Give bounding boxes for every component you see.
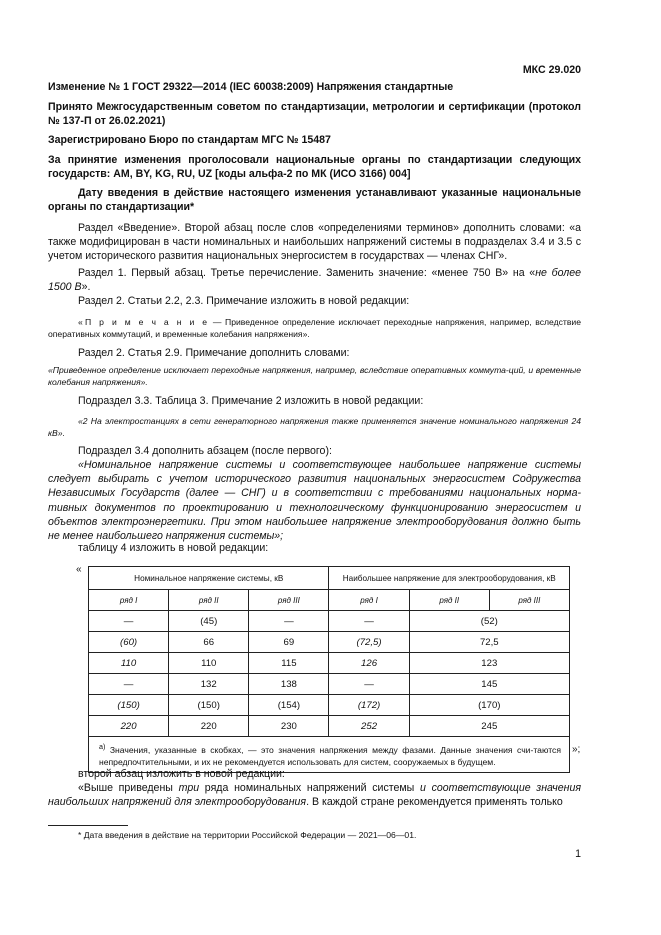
table-row — [89, 632, 570, 653]
table-cell: (170) — [409, 695, 569, 716]
para10-italic: три — [178, 782, 200, 794]
para2-end: ». — [81, 281, 91, 294]
paragraph-introduction: Раздел «Введение». Второй абзац после слов «определениями терминов» дополнить словами: «а также модифицирован в части номинальных и наибольших напряжений системы в подразделах 3.4 и 3.5 с учетом исторического развития национальных энергосистем в государствах — членах СНГ». — [48, 222, 581, 263]
effective-date-statement: Дату введения в действие настоящего изменения устанавливают указанные национальные органы по стандартизации* — [48, 187, 581, 214]
table-subheader: ряд I — [89, 590, 169, 611]
table-group-header: Наибольшее напряжение для электрооборудования, кВ — [329, 567, 570, 590]
paragraph-second-paragraph: второй абзац изложить в новой редакции: — [78, 768, 285, 780]
footnote-divider — [48, 825, 128, 826]
table-cell: 123 — [409, 653, 569, 674]
table-subheader: ряд III — [249, 590, 329, 611]
table-subheader: ряд III — [489, 590, 569, 611]
table-cell: — — [89, 674, 169, 695]
paragraph-table4: таблицу 4 изложить в новой редакции: — [78, 542, 269, 554]
table-cell: (154) — [249, 695, 329, 716]
adopted-statement: Принято Межгосударственным советом по стандартизации, метрологии и сертификации (протокол № 137-П от 26.02.2021) — [48, 101, 581, 128]
table-cell: 220 — [169, 716, 249, 737]
para2-italic: не более 1500 В — [48, 267, 581, 294]
table-cell: — — [249, 611, 329, 632]
para10-italic: и соответствующие значения наибольших напряжений для электрооборудования — [48, 782, 581, 809]
page-number: 1 — [575, 848, 581, 860]
table-cell: 110 — [169, 653, 249, 674]
table-footnote-text: Значения, указанные в скобках, — это значения напряжения между фазами. Данные значения счи-таются непредпочтительными, и их не рекомендуется использовать для систем, сооружаемых в будущем. — [99, 744, 561, 768]
para10-text: «Выше приведены — [78, 782, 179, 794]
table-cell: (52) — [409, 611, 569, 632]
table-footnote-mark: а) — [99, 743, 106, 751]
table-cell: — — [89, 611, 169, 632]
table-cell: (150) — [169, 695, 249, 716]
table-cell: 66 — [169, 632, 249, 653]
table-subheader: ряд II — [409, 590, 489, 611]
table-open-quote: « — [76, 564, 82, 575]
table-row — [89, 674, 570, 695]
table-cell: 132 — [169, 674, 249, 695]
paragraph-subsection34: Подраздел 3.4 дополнить абзацем (после первого): — [78, 445, 332, 457]
table-cell: 110 — [89, 653, 169, 674]
table-subheader: ряд II — [169, 590, 249, 611]
note-1 — [48, 316, 581, 340]
table-row — [89, 716, 570, 737]
table-row — [89, 695, 570, 716]
paragraph-final — [48, 781, 581, 809]
table-cell: 252 — [329, 716, 409, 737]
paragraph-new-text: «Номинальное напряжение системы и соответствующее наибольшее напряжение системы следует выбирать с учетом исторического развития национальных энергосистем Содружества Независимых Государств (далее — СНГ) и в соответствии с требованиями национальных норма-тивных документов по проектированию и технологическому функционированию энергосистем и объектов электроэнергетики. При этом наибольшее напряжение электрооборудования должно быть не менее наибольшего напряжения системы»; — [48, 459, 581, 543]
table-cell: (45) — [169, 611, 249, 632]
footnote: * Дата введения в действие на территории Российской Федерации — 2021—06—01. — [78, 830, 417, 840]
amendment-title: Изменение № 1 ГОСТ 29322—2014 (IEC 60038:2009) Напряжения стандартные — [48, 81, 454, 93]
table-cell: (60) — [89, 632, 169, 653]
table-cell: 126 — [329, 653, 409, 674]
paragraph-section2-articles: Раздел 2. Статьи 2.2, 2.3. Примечание изложить в новой редакции: — [78, 295, 410, 307]
table-close-quote: »; — [572, 744, 581, 755]
table-cell: (172) — [329, 695, 409, 716]
voting-statement: За принятие изменения проголосовали национальные органы по стандартизации следующих государств: AM, BY, KG, RU, UZ [коды альфа-2 по МК (ИСО 3166) 004] — [48, 154, 581, 181]
table-row — [89, 653, 570, 674]
table-cell: 72,5 — [409, 632, 569, 653]
table-cell: — — [329, 674, 409, 695]
table-cell: 145 — [409, 674, 569, 695]
table-cell: 138 — [249, 674, 329, 695]
note-2: «Приведенное определение исключает переходные напряжения, например, вследствие оперативных коммута-ций, и временные колебания напряжения». — [48, 365, 581, 388]
table-cell: — — [329, 611, 409, 632]
table-cell: 69 — [249, 632, 329, 653]
table-row — [89, 611, 570, 632]
table-cell: 230 — [249, 716, 329, 737]
paragraph-section1 — [48, 266, 581, 294]
table-cell: (150) — [89, 695, 169, 716]
table-cell: 220 — [89, 716, 169, 737]
voltage-table — [88, 566, 570, 773]
note1-text: — Приведенное определение исключает переходные напряжения, например, вследствие оперативных коммутаций, и временные колебания напряжения». — [48, 317, 581, 340]
table-group-header: Номинальное напряжение системы, кВ — [89, 567, 329, 590]
para10-text: . В каждой стране рекомендуется применять только — [306, 796, 563, 809]
para2-text: Раздел 1. Первый абзац. Третье перечисление. Заменить значение: «менее 750 В» на « — [78, 267, 536, 279]
table-cell: (72,5) — [329, 632, 409, 653]
para10-text: ряда номинальных напряжений системы — [199, 782, 420, 794]
paragraph-subsection33: Подраздел 3.3. Таблица 3. Примечание 2 изложить в новой редакции: — [78, 395, 424, 407]
table-subheader: ряд I — [329, 590, 409, 611]
note-3: «2 На электростанциях в сети генераторного напряжения также применяется значение номинального напряжения 24 кВ». — [48, 416, 581, 439]
table-cell: 115 — [249, 653, 329, 674]
paragraph-section2-article29: Раздел 2. Статья 2.9. Примечание дополнить словами: — [78, 347, 350, 359]
document-code: МКС 29.020 — [522, 64, 581, 76]
note1-label: «П р и м е ч а н и е — [78, 317, 210, 327]
registration-statement: Зарегистрировано Бюро по стандартам МГС № 15487 — [48, 134, 331, 146]
table-cell: 245 — [409, 716, 569, 737]
